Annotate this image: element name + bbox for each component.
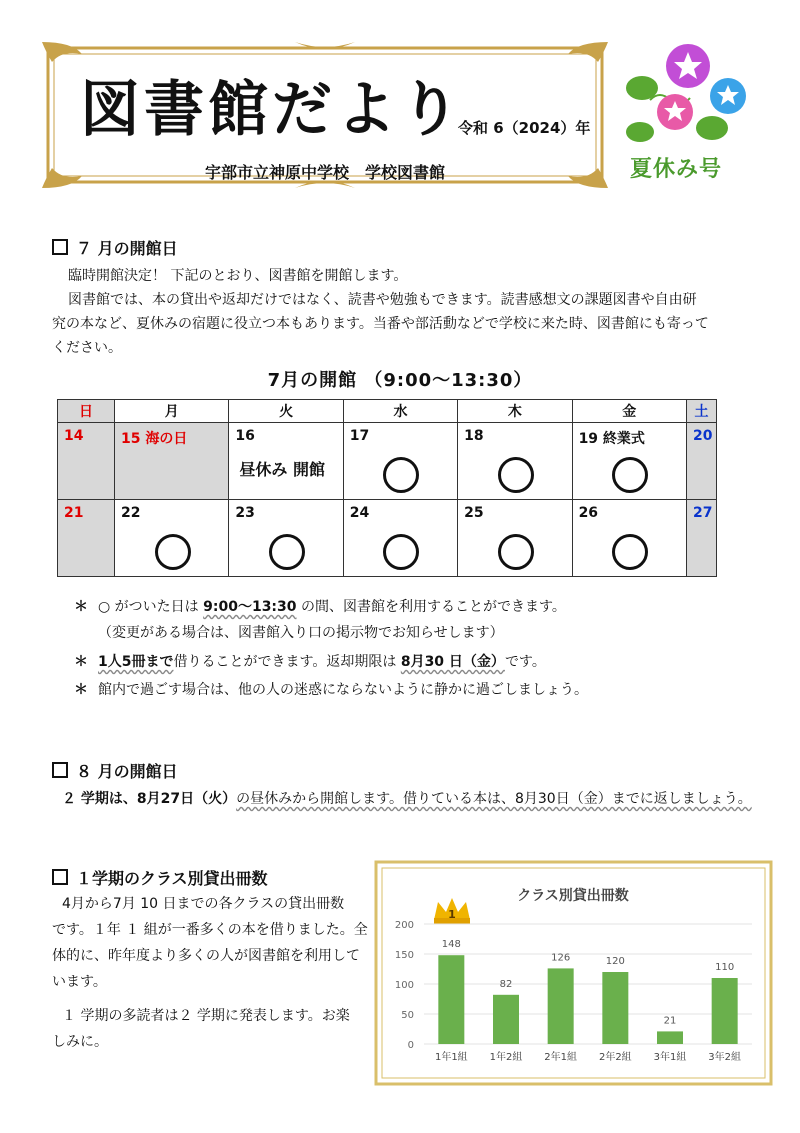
- day-cell: 14: [58, 423, 115, 500]
- day-cell: 16 昼休み 開館: [229, 423, 343, 500]
- x-tick-label: 2年2組: [598, 1052, 632, 1063]
- july-intro: 臨時開館決定！ 下記のとおり、図書館を開館します。: [68, 268, 408, 284]
- day-cell: 18: [458, 423, 572, 500]
- x-tick-label: 3年1組: [653, 1052, 687, 1063]
- day-cell: 17: [343, 423, 457, 500]
- bar-value-label: 21: [663, 1015, 677, 1027]
- bar-value-label: 148: [441, 939, 461, 951]
- note-open-hours: ＊ ○ がついた日は 9:00～13:30 の間、図書館を利用することができます。: [74, 599, 566, 615]
- weekday-sun: 日: [58, 400, 115, 423]
- morning-glory-illustration: [620, 40, 760, 150]
- newsletter-title: 図書館だより: [80, 75, 464, 145]
- loans-body-line1: 4月から7月 10 日までの各クラスの貸出冊数: [62, 896, 345, 912]
- crown-number: 1: [448, 908, 456, 921]
- day-cell: 19 終業式: [572, 423, 686, 500]
- july-calendar: [57, 399, 717, 577]
- weekday-thu: 木: [458, 400, 572, 423]
- x-tick-label: 3年2組: [708, 1052, 742, 1063]
- open-circle-icon: [612, 457, 648, 493]
- bar-value-label: 110: [715, 962, 735, 973]
- chart-bar: [493, 995, 519, 1044]
- loans-section-heading: １学期のクラス別貸出冊数: [52, 866, 268, 889]
- day-cell: 26: [572, 500, 686, 577]
- july-section-heading: ７ 月の開館日: [52, 236, 178, 259]
- weekday-header-row: [58, 400, 717, 423]
- chart-bar: [657, 1031, 683, 1044]
- y-tick-label: 200: [394, 920, 414, 931]
- weekday-tue: 火: [229, 400, 343, 423]
- day-cell: 21: [58, 500, 115, 577]
- checkbox-icon: [52, 869, 68, 885]
- note-loan-limit: ＊ 1人5冊まで借りることができます。返却期限は 8月30 日（金）です。: [74, 654, 546, 670]
- july-body-line1: 図書館では、本の貸出や返却だけではなく、読書や勉強もできます。読書感想文の課題図書や自由研: [68, 292, 697, 308]
- y-tick-label: 150: [394, 950, 414, 961]
- july-body-line2: 究の本など、夏休みの宿題に役立つ本もあります。当番や部活動などで学校に来た時、図書館にも寄って: [52, 316, 709, 332]
- y-tick-label: 100: [394, 980, 414, 991]
- x-tick-label: 1年2組: [489, 1052, 523, 1063]
- calendar-week1: [58, 423, 717, 500]
- note-changes: （変更がある場合は、図書館入り口の掲示物でお知らせします）: [98, 625, 504, 641]
- day-cell: 20: [687, 423, 717, 500]
- bar-value-label: 82: [499, 978, 513, 990]
- chart-bar: [712, 978, 738, 1044]
- loans-body-line4: います。: [52, 974, 107, 990]
- day-cell: 15 海の日: [115, 423, 229, 500]
- note-quiet: ＊ 館内で過ごす場合は、他の人の迷惑にならないように静かに過ごしましょう。: [74, 682, 588, 698]
- day-cell: 24: [343, 500, 457, 577]
- weekday-fri: 金: [572, 400, 686, 423]
- checkbox-icon: [52, 762, 68, 778]
- chart-title: クラス別貸出冊数: [517, 888, 629, 904]
- loans-body-line3: 体的に、昨年度より多くの人が図書館を利用して: [52, 948, 360, 964]
- loans-body-line5: １ 学期の多読者は２ 学期に発表します。お楽: [62, 1008, 350, 1024]
- day-cell: 23: [229, 500, 343, 577]
- august-section-heading: ８ 月の開館日: [52, 759, 178, 782]
- day-cell: 22: [115, 500, 229, 577]
- weekday-sat: 土: [687, 400, 717, 423]
- bar-value-label: 120: [605, 956, 625, 967]
- loans-body-line6: しみに。: [52, 1034, 108, 1050]
- school-name: 宇部市立神原中学校 学校図書館: [205, 163, 446, 182]
- day-cell: 27: [687, 500, 717, 577]
- open-circle-icon: [155, 534, 191, 570]
- x-tick-label: 2年1組: [544, 1052, 578, 1063]
- chart-bar: [548, 968, 574, 1044]
- y-tick-label: 0: [407, 1040, 414, 1051]
- july-body-line3: ください。: [52, 340, 122, 356]
- issue-label: 夏休み号: [630, 157, 723, 182]
- calendar-title: 7月の開館 （9:00～13:30）: [267, 370, 533, 391]
- open-circle-icon: [612, 534, 648, 570]
- august-text: ２ 学期は、8月27日（火）の昼休みから開館します。借りている本は、8月30日（金）までに返しましょう。: [62, 791, 752, 807]
- loans-body-line2: です。１年 １ 組が一番多くの本を借りました。全: [52, 922, 368, 938]
- open-circle-icon: [383, 534, 419, 570]
- day-cell: 25: [458, 500, 572, 577]
- x-tick-label: 1年1組: [434, 1052, 468, 1063]
- chart-bar: [438, 955, 464, 1044]
- weekday-wed: 水: [343, 400, 457, 423]
- calendar-week2: [58, 500, 717, 577]
- open-circle-icon: [498, 534, 534, 570]
- loans-bar-chart: [372, 858, 775, 1088]
- weekday-mon: 月: [115, 400, 229, 423]
- open-circle-icon: [498, 457, 534, 493]
- bar-value-label: 126: [551, 952, 571, 964]
- era-year: 令和 6（2024）年: [458, 119, 591, 137]
- y-tick-label: 50: [401, 1010, 414, 1021]
- chart-bar: [602, 972, 628, 1044]
- crown-icon: [434, 898, 470, 924]
- open-circle-icon: [383, 457, 419, 493]
- lunch-open-note: 昼休み 開館: [239, 460, 325, 479]
- checkbox-icon: [52, 239, 68, 255]
- open-circle-icon: [269, 534, 305, 570]
